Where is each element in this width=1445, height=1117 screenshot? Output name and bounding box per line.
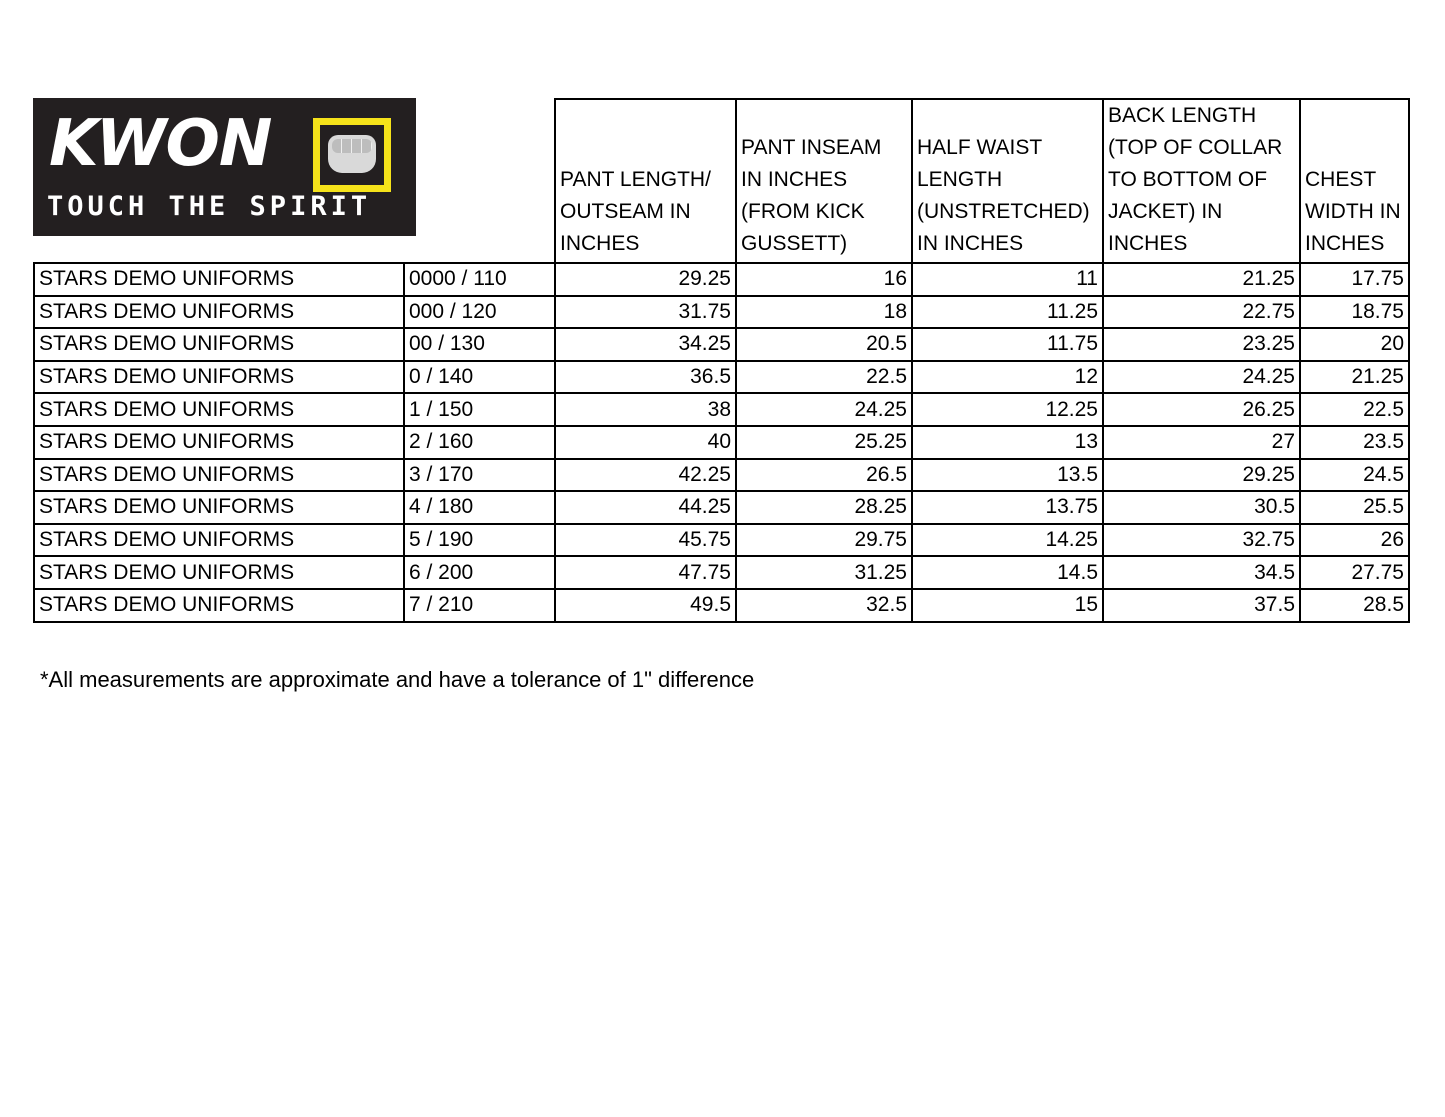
cell-size: 00 / 130 — [404, 328, 555, 361]
cell-back-length: 29.25 — [1103, 459, 1300, 492]
cell-product-name: STARS DEMO UNIFORMS — [34, 263, 404, 296]
header-chest-width: CHEST WIDTH IN INCHES — [1300, 99, 1409, 263]
cell-half-waist: 11 — [912, 263, 1103, 296]
header-pant-inseam: PANT INSEAM IN INCHES (FROM KICK GUSSETT) — [736, 99, 912, 263]
cell-chest-width: 23.5 — [1300, 426, 1409, 459]
cell-size: 0000 / 110 — [404, 263, 555, 296]
cell-pant-length: 31.75 — [555, 296, 736, 329]
cell-half-waist: 13.5 — [912, 459, 1103, 492]
cell-size: 1 / 150 — [404, 393, 555, 426]
cell-half-waist: 13 — [912, 426, 1103, 459]
cell-chest-width: 18.75 — [1300, 296, 1409, 329]
table-row — [34, 491, 1409, 524]
cell-product-name: STARS DEMO UNIFORMS — [34, 328, 404, 361]
table-row — [34, 361, 1409, 394]
cell-product-name: STARS DEMO UNIFORMS — [34, 426, 404, 459]
cell-pant-length: 38 — [555, 393, 736, 426]
kwon-logo — [33, 98, 416, 236]
cell-size: 6 / 200 — [404, 556, 555, 589]
cell-chest-width: 26 — [1300, 524, 1409, 557]
table-row — [34, 556, 1409, 589]
cell-product-name: STARS DEMO UNIFORMS — [34, 393, 404, 426]
cell-pant-inseam: 16 — [736, 263, 912, 296]
cell-half-waist: 12.25 — [912, 393, 1103, 426]
cell-pant-inseam: 22.5 — [736, 361, 912, 394]
cell-pant-length: 44.25 — [555, 491, 736, 524]
cell-half-waist: 11.75 — [912, 328, 1103, 361]
cell-size: 4 / 180 — [404, 491, 555, 524]
header-cell-size — [404, 99, 555, 263]
table-row — [34, 296, 1409, 329]
cell-pant-inseam: 28.25 — [736, 491, 912, 524]
cell-pant-length: 29.25 — [555, 263, 736, 296]
cell-pant-inseam: 24.25 — [736, 393, 912, 426]
cell-product-name: STARS DEMO UNIFORMS — [34, 296, 404, 329]
table-row — [34, 393, 1409, 426]
cell-back-length: 30.5 — [1103, 491, 1300, 524]
table-row — [34, 426, 1409, 459]
table-row — [34, 263, 1409, 296]
cell-pant-length: 40 — [555, 426, 736, 459]
cell-product-name: STARS DEMO UNIFORMS — [34, 361, 404, 394]
table-row — [34, 524, 1409, 557]
cell-half-waist: 14.5 — [912, 556, 1103, 589]
cell-size: 2 / 160 — [404, 426, 555, 459]
cell-back-length: 32.75 — [1103, 524, 1300, 557]
cell-back-length: 27 — [1103, 426, 1300, 459]
cell-pant-inseam: 25.25 — [736, 426, 912, 459]
cell-product-name: STARS DEMO UNIFORMS — [34, 589, 404, 622]
header-back-length: BACK LENGTH (TOP OF COLLAR TO BOTTOM OF JACKET) IN INCHES — [1103, 99, 1300, 263]
cell-chest-width: 28.5 — [1300, 589, 1409, 622]
cell-pant-inseam: 29.75 — [736, 524, 912, 557]
cell-pant-length: 47.75 — [555, 556, 736, 589]
cell-pant-length: 45.75 — [555, 524, 736, 557]
fist-icon — [313, 118, 391, 192]
cell-half-waist: 13.75 — [912, 491, 1103, 524]
cell-pant-length: 42.25 — [555, 459, 736, 492]
cell-chest-width: 25.5 — [1300, 491, 1409, 524]
table-row — [34, 459, 1409, 492]
cell-pant-length: 49.5 — [555, 589, 736, 622]
cell-back-length: 26.25 — [1103, 393, 1300, 426]
cell-chest-width: 24.5 — [1300, 459, 1409, 492]
cell-pant-inseam: 32.5 — [736, 589, 912, 622]
cell-pant-length: 34.25 — [555, 328, 736, 361]
cell-pant-inseam: 20.5 — [736, 328, 912, 361]
cell-pant-inseam: 31.25 — [736, 556, 912, 589]
footnote: *All measurements are approximate and have a tolerance of 1" difference — [40, 667, 755, 692]
cell-back-length: 23.25 — [1103, 328, 1300, 361]
cell-back-length: 21.25 — [1103, 263, 1300, 296]
cell-size: 000 / 120 — [404, 296, 555, 329]
cell-half-waist: 15 — [912, 589, 1103, 622]
table-row — [34, 589, 1409, 622]
cell-size: 5 / 190 — [404, 524, 555, 557]
cell-pant-inseam: 18 — [736, 296, 912, 329]
cell-size: 7 / 210 — [404, 589, 555, 622]
cell-product-name: STARS DEMO UNIFORMS — [34, 556, 404, 589]
table-row — [34, 328, 1409, 361]
header-pant-length: PANT LENGTH/ OUTSEAM IN INCHES — [555, 99, 736, 263]
cell-half-waist: 14.25 — [912, 524, 1103, 557]
logo-tagline: TOUCH THE SPIRIT — [47, 191, 372, 222]
cell-back-length: 34.5 — [1103, 556, 1300, 589]
cell-chest-width: 17.75 — [1300, 263, 1409, 296]
logo-wordmark: KWON — [49, 107, 272, 181]
cell-half-waist: 12 — [912, 361, 1103, 394]
cell-chest-width: 22.5 — [1300, 393, 1409, 426]
header-half-waist: HALF WAIST LENGTH (UNSTRETCHED) IN INCHES — [912, 99, 1103, 263]
cell-chest-width: 27.75 — [1300, 556, 1409, 589]
cell-back-length: 24.25 — [1103, 361, 1300, 394]
cell-pant-length: 36.5 — [555, 361, 736, 394]
cell-pant-inseam: 26.5 — [736, 459, 912, 492]
cell-back-length: 37.5 — [1103, 589, 1300, 622]
cell-product-name: STARS DEMO UNIFORMS — [34, 524, 404, 557]
cell-size: 0 / 140 — [404, 361, 555, 394]
cell-size: 3 / 170 — [404, 459, 555, 492]
cell-half-waist: 11.25 — [912, 296, 1103, 329]
cell-back-length: 22.75 — [1103, 296, 1300, 329]
cell-product-name: STARS DEMO UNIFORMS — [34, 491, 404, 524]
cell-chest-width: 21.25 — [1300, 361, 1409, 394]
cell-chest-width: 20 — [1300, 328, 1409, 361]
cell-product-name: STARS DEMO UNIFORMS — [34, 459, 404, 492]
